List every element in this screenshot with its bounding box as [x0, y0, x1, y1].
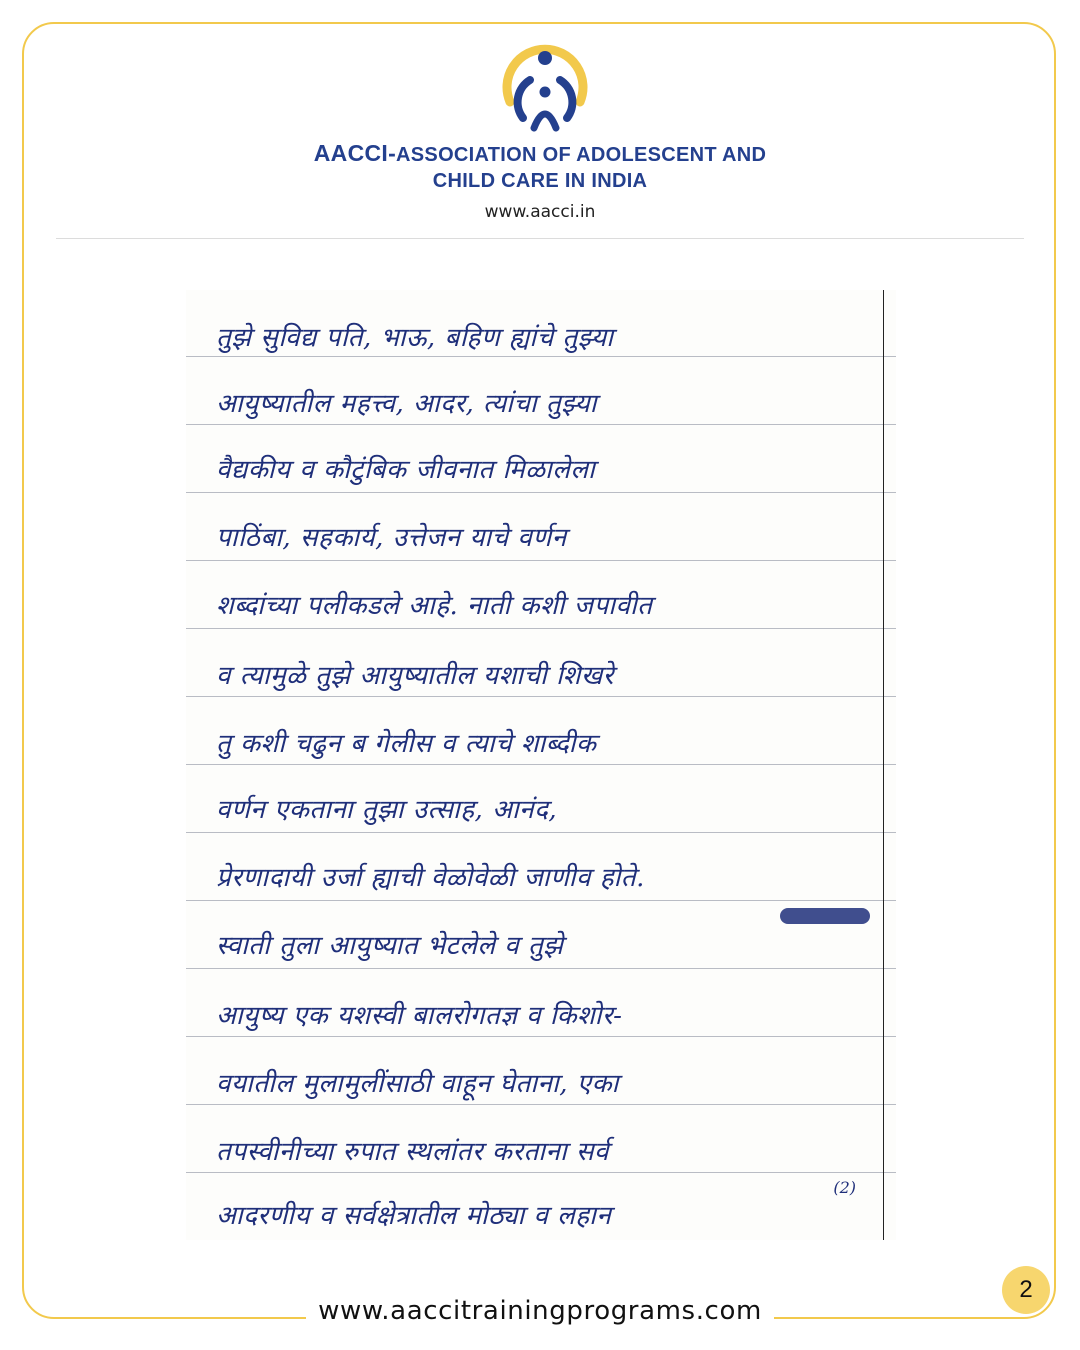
ruled-line: [186, 696, 896, 697]
letter-line: वयातील मुलामुलींसाठी वाहून घेताना, एका: [216, 1069, 619, 1099]
ruled-line: [186, 1036, 896, 1037]
ruled-line: [186, 492, 896, 493]
letter-line: शब्दांच्या पलीकडले आहे. नाती कशी जपावीत: [216, 591, 653, 621]
footer-website-text[interactable]: www.aaccitrainingprograms.com: [306, 1296, 774, 1326]
letter-line: आयुष्य एक यशस्वी बालरोगतज्ञ व किशोर-: [216, 1001, 623, 1031]
ruled-line: [186, 628, 896, 629]
letter-line: प्रेरणादायी उर्जा ह्याची वेळोवेळी जाणीव होते.: [216, 863, 645, 893]
ruled-line: [186, 560, 896, 561]
org-name-line-1: [0, 140, 1080, 167]
letter-line: वर्णन एकताना तुझा उत्साह, आनंद,: [216, 795, 558, 825]
ruled-line: [186, 832, 896, 833]
letter-line: पाठिंबा, सहकार्य, उत्तेजन याचे वर्णन: [216, 523, 567, 553]
ruled-line: [186, 764, 896, 765]
letter-line: तु कशी चढुन ब गेलीस व त्याचे शाब्दीक: [216, 729, 597, 759]
org-abbrev: AACCI-: [313, 140, 397, 166]
page-mark: (2): [833, 1178, 856, 1197]
letter-line: आदरणीय व सर्वक्षेत्रातील मोठ्या व लहान: [216, 1201, 612, 1231]
ruled-line: [186, 424, 896, 425]
letter-line: स्वाती तुला आयुष्यात भेटलेले व तुझे: [216, 931, 564, 961]
ruled-line: [186, 1104, 896, 1105]
footer-website[interactable]: [0, 1296, 1080, 1326]
ruled-line: [186, 900, 896, 901]
ruled-line: [186, 968, 896, 969]
org-name-rest: ASSOCIATION OF ADOLESCENT AND: [396, 144, 767, 166]
letter-line: आयुष्यातील महत्त्व, आदर, त्यांचा तुझ्या: [216, 389, 597, 419]
handwritten-letter: [186, 290, 896, 1240]
org-website[interactable]: www.aacci.in: [484, 202, 596, 222]
header-divider: [56, 238, 1024, 239]
ink-scribble: [780, 908, 870, 924]
letter-line: तुझे सुविद्य पति, भाऊ, बहिण ह्यांचे तुझ्या: [216, 323, 614, 353]
letter-line: व त्यामुळे तुझे आयुष्यातील यशाची शिखरे: [216, 661, 614, 691]
letter-line: तपस्वीनीच्या रुपात स्थलांतर करताना सर्व: [216, 1137, 609, 1167]
ruled-line: [186, 1172, 896, 1173]
ruled-line: [186, 356, 896, 357]
letter-line: वैद्यकीय व कौटुंबिक जीवनात मिळालेला: [216, 455, 596, 485]
page-number-badge: 2: [1002, 1266, 1050, 1314]
org-name-line-2: CHILD CARE IN INDIA: [432, 170, 648, 192]
aacci-logo: [490, 40, 600, 132]
